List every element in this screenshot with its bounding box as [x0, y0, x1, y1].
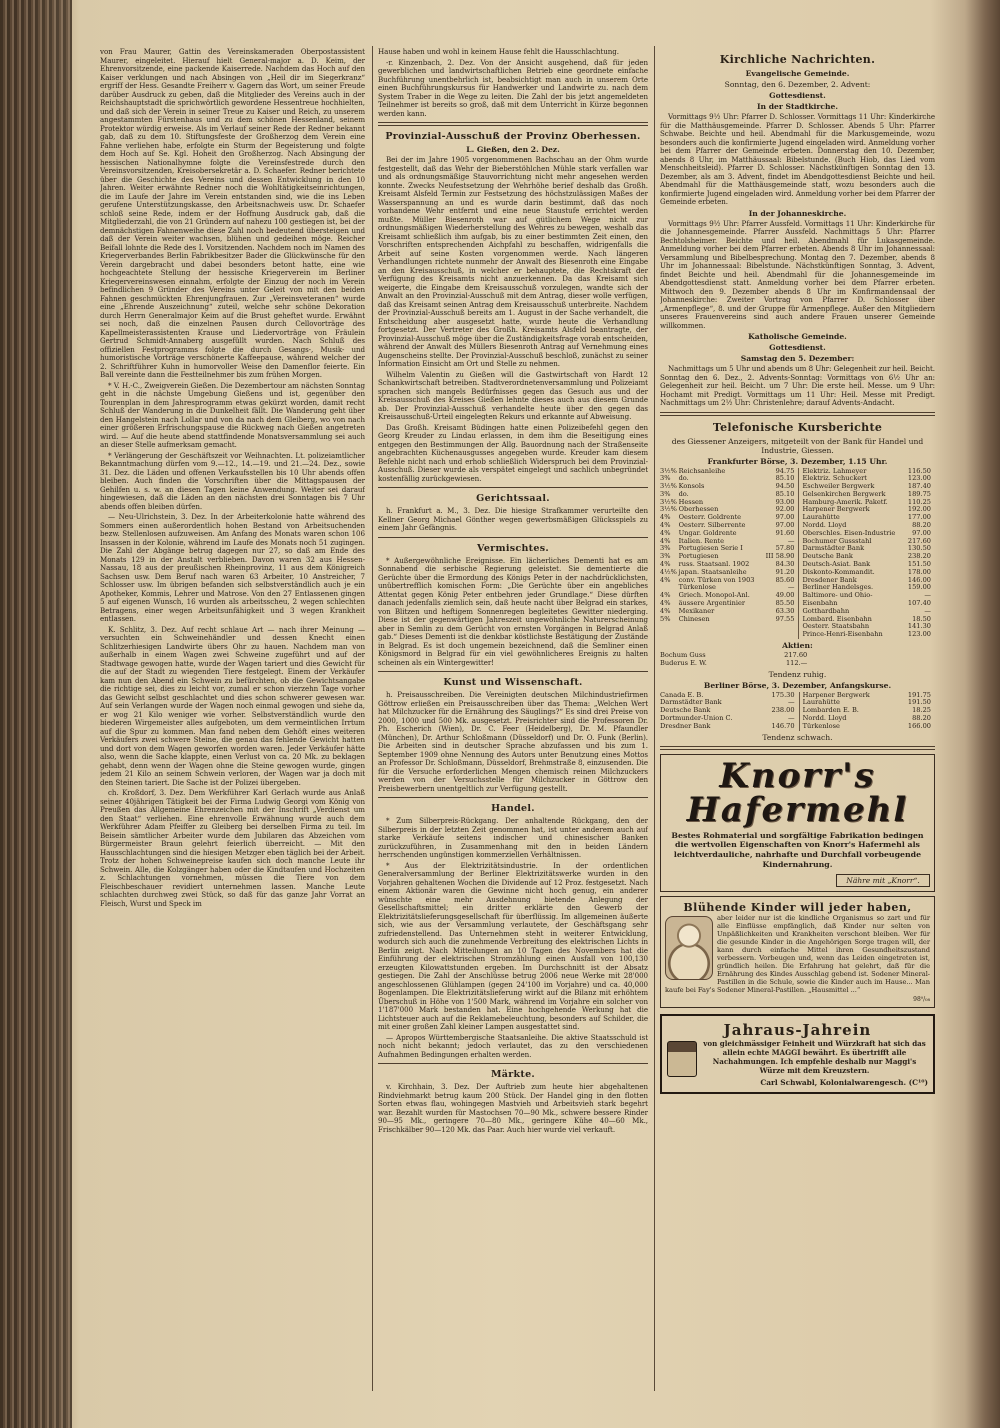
stock-name: Gelsenkirchen Bergwerk — [799, 491, 905, 499]
stock-name: japan. Staatsanleihe — [678, 567, 747, 576]
stock-price: 112.— — [785, 658, 808, 667]
heading-frankfurter-boerse: Frankfurter Börse, 3. Dezember, 1.15 Uhr. — [707, 456, 888, 466]
heading-kursberichte: Telefonische Kursberichte — [712, 420, 883, 434]
heading-gerichtssaal: Gerichtssaal. — [476, 493, 550, 504]
stock-name: Dresdner Bank — [660, 721, 711, 730]
stock-name: Nordd. Lloyd — [799, 715, 897, 723]
stock-name: do. — [678, 489, 689, 498]
stock-rate: 4½% — [660, 567, 677, 576]
stock-row — [660, 616, 935, 624]
column-2 — [378, 48, 648, 1390]
maggi-title: Jahraus-Jahrein — [723, 1020, 872, 1039]
stock-name: Bochum Guss — [660, 651, 706, 660]
stock-price: 141.30 — [907, 622, 931, 631]
stock-table-frankfurt — [660, 468, 935, 640]
dateline-provinzial: L. Gießen, den 2. Dez. — [466, 145, 560, 154]
stock-name: Lombard. Eisenbahn — [799, 616, 905, 624]
stock-name: Türkenlose — [799, 723, 897, 731]
label-gottesdienst-kath: Gottesdienst. — [769, 343, 826, 352]
stock-name: Diskonto-Kommandit. — [799, 569, 905, 577]
section-divider — [378, 1063, 648, 1064]
article-geschaeftszeit: * Verlängerung der Geschäftszeit vor Weihnachten. Lt. polizeiamtlicher Bekanntmachung dürfen vom 9.—12., 14.—19. und 21.—24. Dez., sowie 31. Dez. die Läden und offenen Verkaufsstellen bis 10 Uhr abends offen bleiben. Auch finden die Vorschriften über die Mittagspausen der Gehilfen u. s. w. an diesen Tagen keine Anwendung. Weiter sei darauf hingewiesen, daß die Läden an den nächsten drei Sonntagen bis 7 Uhr abends offen bleiben dürfen. — [100, 450, 365, 511]
stock-name: Oesterr. Silberrente — [678, 521, 746, 530]
subheading-evangelisch: Evangelische Gemeinde. — [745, 69, 850, 78]
stock-price: 217.60 — [784, 651, 808, 660]
stock-name: Ungar. Goldrente — [678, 528, 737, 537]
article-kirchhain-markt: v. Kirchhain, 3. Dez. Der Auftrieb zum heute hier abgehaltenen Rindviehmarkt betrug kaum 200 Stück. Der Handel ging in den flotten Sorten etwas flau, wohingegen Mastvieh und Arbeitsvieh stark begehrt war. Bezahlt wurden für Mastochsen 70—90 Mk., schwere bessere Rinder 90—95 Mk., geringere 70—80 Mk., geringere Kühe 40—60 Mk., Frischkälber 90—120 Mk. das Paar. Auch hier wurde viel verkauft. — [378, 1082, 648, 1134]
stock-name: äussere Argentinier — [678, 599, 746, 608]
stock-name: Prince-Henri-Eisenbahn — [799, 631, 905, 639]
stock-name: Elektriz. Schuckert — [799, 475, 905, 483]
stock-price: 146.00 — [907, 575, 931, 584]
stock-price: 88.20 — [912, 714, 931, 723]
section-divider — [378, 537, 648, 538]
subheading-kursberichte: des Giessener Anzeigers, mitgeteilt von der Bank für Handel und Industrie, Giessen. — [671, 436, 924, 455]
stock-price: — — [924, 606, 931, 615]
stock-name: Mexikaner — [678, 606, 715, 615]
stock-price: 123.00 — [907, 630, 931, 639]
stock-table-aktien — [660, 652, 811, 668]
label-stadtkirche: In der Stadtkirche. — [757, 102, 838, 111]
stock-name — [679, 623, 763, 631]
knorr-logo-line1: Knorr's — [719, 755, 876, 796]
stock-name: Deutsch-Asiat. Bank — [799, 561, 905, 569]
column-rule — [654, 46, 655, 1391]
stock-price: 187.40 — [907, 482, 931, 491]
section-divider — [378, 487, 648, 488]
stock-price: 85.10 — [775, 489, 795, 498]
stock-price: 49.00 — [775, 591, 795, 600]
stock-price: — — [787, 536, 795, 545]
article-berlin-hessenverein: von Frau Maurer, Gattin des Vereinskameraden Oberpostassistent Maurer, eingeleitet. Hierauf hielt General-major a. D. Keim, der Ehrenvorsitzende, eine packende Kaiserrede. Nachdem das Hoch auf den Kaiser verklungen und nach Absingen von „Heil dir im Siegerkranz“ ergriff der Hess. Gesandte Freiherr v. Gagern das Wort, um seiner Freude darüber Ausdruck zu geben, daß die Mitglieder des Vereins auch in der Reichshauptstadt die sprichwörtlich gewordene Hessentreue hochhielten, und daß sich der Verein in seiner Treue zu Kaiser und Reich, zu unserem angestammten Fürstenhaus und zu dem schönen Hessenland, seinem Protektor würdig erweise. Als im Verlauf seiner Rede der Redner bekannt gab, daß zu dem 10. Stiftungsfeste der Großherzog dem Verein eine Fahne verliehen habe, erfolgte ein Sturm der Begeisterung und folgte dem Hoch auf Se. Kgl. Hoheit den Großherzog. Nach Absingung der hessischen Nationalhymne folgte die Vereinsfestrede durch den Vereinsvorsitzenden, Kreisobersekretär a. D. Schaefer. Redner berichtete über die Geschichte des Vereins und dessen Entwicklung in den 10 Jahren. Weiter erwähnte Redner noch die Wohltätigkeitseinrichtungen, die im Laufe der Jahre im Verein entstanden sind, wie die ins Leben gerufene Unterstützungskasse, den Arbeitsnachweis usw. Dr. Schaefer schloß seine Rede, indem er der Hoffnung Ausdruck gab, daß die Mitgliederzahl, die von 21 Gründern auf nahezu 100 gestiegen ist, bei der demnächstigen Fahnenweihe diese Zahl noch bedeutend übersteigen und daß der Verein weiter wachsen, blühen und gedeihen möge. Reicher Beifall lohnte die Rede des I. Vorsitzenden. Nachdem noch im Namen des Kriegerverbandes Berlin Fabrikbesitzer Bader die Glückwünsche für den Verein dargebracht und dabei besonders betont hatte, eine wie hochgeachtete Stellung der hessische Kriegerverein im Berliner Kriegervereinswesen einnahm, erfolgte der Einzug der noch im Verein befindlichen 9 Gründer des Vereins unter Geleit von mit den beiden Fahnen geschmückten Ehrenjungfrauen. Zur „Vereinsveteranen“ wurde eine „Ehrende Auszeichnung“ zuteil, welche sehr schöne Dekoration durch Herrn Generalmajor Keim auf die Brust geheftet wurde. Erwähnt sei noch, daß die einzelnen Pausen durch Cellovorträge des Kapellmeisterassistenten Krause und Liedervorträge von Fräulein Gertrud Schmidt-Annaberg ausgefüllt wurden. Nach Schluß des offiziellen Festprogramms folgte die durch Gesangs-, Musik- und humoristische Vorträge verschönerte Kaffeepause, während welcher der 2. Schriftführer Kuhn in humorvoller Weise den Damenflor feierte. Ein Ball vereinte dann die Festteilnehmer bis zum frühen Morgen. — [100, 48, 365, 379]
date-samstag: Samstag den 5. Dezember: — [740, 354, 855, 363]
stock-rate: 4% — [660, 513, 671, 522]
stock-name: Hamburg-Amerik. Paketf. — [799, 499, 905, 507]
stock-price: 146.70 — [771, 721, 795, 730]
schedule-johanneskirche: Vormittags 9½ Uhr: Pfarrer Aussfeld. Vormittags 11 Uhr: Kinderkirche für die Johannesgemeinde. Pfarrer Aussfeld. Nachmittags 5 Uhr: Pfarrer Bechtolsheimer. Beichte und heil. Abendmahl für Lukasgemeinde. Anmeldung vorher bei dem Pfarrer erbeten. Abends 8 Uhr im Johannessaal: Versammlung und Bibelbesprechung. Montag den 7. Dezember, abends 8 Uhr im Johannessaal: Bibelstunde. Nächstkünftigen Sonntag, 3. Advent, findet Beichte und heil. Abendmahl für die Johannesgemeinde im Abendgottesdienst statt. Anmeldung vorher bei dem Pfarrer erbeten. Mittwoch den 9. Dezember abends 8 Uhr im Konfirmandensaal der Johanneskirche: Zweiter Vortrag von Pfarrer D. Schlosser über „Armenpflege“, 8. und der Gruppe für Armenpflege. Außer den Mitgliedern unseres Frauenvereins sind auch andere Frauen unserer Gemeinde willkommen. — [660, 218, 935, 330]
stock-rate — [660, 623, 679, 631]
stock-price: 238.00 — [771, 706, 795, 715]
stock-rate: 3% — [660, 552, 671, 561]
article-hausschlachtung-end: Hause haben und wohl in keinem Hause fehlt die Hausschlachtung. — [378, 48, 619, 56]
stock-price: 88.20 — [912, 521, 931, 530]
column-1 — [100, 48, 365, 1390]
section-divider — [660, 412, 935, 416]
label-aktien: Aktien: — [782, 641, 813, 651]
article-staatsanleihe: — Apropos Württembergische Staatsanleihe. Die aktive Staatsschuld ist noch nicht bekannt; jedoch verlautet, das zu den verschiedenen Aufnahmen Bedingungen erhalten werden. — [378, 1032, 648, 1059]
ad-kinder-title: Blühende Kinder will jeder haben, — [683, 900, 912, 914]
column-3 — [660, 48, 935, 1390]
section-divider — [660, 746, 935, 750]
stock-price: 192.00 — [907, 505, 931, 514]
book-binding-gutter — [0, 0, 72, 1428]
column-rule — [372, 46, 373, 1391]
stock-price: 175.30 — [771, 690, 795, 699]
stock-rate: 3½% — [660, 482, 677, 491]
stock-name: Dortmunder-Union C. — [660, 714, 733, 723]
knorr-ad-text: Bestes Rohmaterial und sorgfältige Fabrikation bedingen die wertvollen Eigenschaften von Knorr's Hafermehl als leichtverdauliche, nahrhafte und Durchfall vorbeugende Kindernahrung. — [671, 830, 924, 869]
stock-name: Oesterr. Goldrente — [678, 513, 742, 522]
stock-name: Laurahütte — [799, 699, 897, 707]
stock-name: Darmstädter Bank — [799, 545, 905, 553]
stock-rate: 3½% — [660, 466, 677, 475]
heading-provinzial-ausschuss: Provinzial-Ausschuß der Provinz Oberhessen. — [385, 131, 641, 142]
section-divider — [378, 671, 648, 672]
stock-price: — — [924, 591, 931, 600]
stock-rate: 4% — [660, 521, 671, 530]
article-elektrizitaet: * Aus der Elektrizitätsindustrie. In der ordentlichen Generalversammlung der Berliner Elektrizitätswerke wurden in den Vorjahren gehaltenen Wochen die Dividende auf 12 Proz. festgesetzt. Nach einem Aktionär waren die Gewinne nicht hoch genug, ein anderer wünschte eine mehr Ausdehnung bietende Anlegung der Gesellschaftsmittel; ein dritter erklärte den Gewerb der Elektrizitätslieferungsgesellschaft für überflüssig. Im allgemeinen äußerte sich, wie aus der Versammlung verlautete, der Geschäftsgang sehr zufriedenstellend. Das Unternehmen steht in weiterer Entwicklung, wodurch sich auch die zunehmende Verbreitung des elektrischen Lichts in Berlin zeigt. Nach Mitteilungen an 10 Tagen des Novembers hat die Einführung der elektrischen Stromzählung einen Ausfall von 100,130 erzeugten Kilowattstunden ergeben. Im Durchschnitt ist der Absatz gestiegen. Die Zahl der Anschlüsse betrug 2006 neue Werke mit 28'000 angeschlossenen Glühlampen (gegen 24'100 im Vorjahre) und ca. 40,000 Bogenlampen. Die Elektrizitätslieferung wirkt auf die Bilanz mit erhöhtem Überschuß in Höhe von 1'500 Mark, während im Vorjahre ein solcher von 1'187'000 Mark bestanden hat. Eine hochgehende Werkung hat die Lichtsteuer auch auf die Reklamebeleuchtung, besonders auf Schilder, die mit einer großen Zahl kleiner Lampen ausgestattet sind. — [378, 860, 648, 1031]
stock-price — [762, 623, 799, 631]
stock-price: 191.75 — [907, 690, 931, 699]
knorr-slogan-box: Nähre mit „Knorr“. — [836, 874, 930, 887]
heading-vermischtes: Vermischtes. — [477, 542, 549, 554]
maggi-signature: Carl Schwabl, Kolonialwarengesch. (C¹⁰) — [760, 1077, 928, 1087]
stock-price: 159.00 — [907, 583, 931, 592]
stock-price: 177.00 — [907, 513, 931, 522]
stock-name: Nordd. Lloyd — [799, 522, 905, 530]
article-provinzial-1: Bei der im Jahre 1905 vorgenommenen Bachschau an der Ohm wurde festgestellt, daß das Wehr der Bieberstöhlchen Mühle stark verfallen war und als ordnungsmäßige Stauvorrichtung nicht mehr angesehen werden konnte. Zwecks Neufestsetzung der Wehrhöhe berief deshalb das Großh. Kreisamt Alsfeld Termin zur Festsetzung des höchstzulässigen Maßes der Wasserspannung an und es wurde darin bestimmt, daß das noch vorhandene Wehr entfernt und eine neue Staustufe errichtet werden mußte. Müller Biesenroth war auf gütlichem Wege nicht zur ordnungsmäßigen Wiederherstellung des Wehres zu bewegen, weshalb das Kreisamt schließlich ihm aufgab, bis zu einer bestimmten Zeit einen, den Vorschriften entsprechenden Aichpfahl zu beschaffen, widrigenfalls die Arbeit auf seine Kosten vorgenommen werde. Nach längeren Verhandlungen richtete nunmehr der Anwalt des Biesenroth eine Eingabe an den Kreisausschuß, in welcher er behauptete, die Rechtskraft der Verfügung des Kreisamts nicht anzuerkennen. Da das Kreisamt sich weigerte, die Eingabe dem Kreisausschuß vorzulegen, wandte sich der Anwalt an den Provinzial-Ausschuß mit dem Antrag, dieser wolle verfügen, daß das Kreisamt seinen Antrag dem Kreisausschuß unterbreite. Nachdem der Provinzial-Ausschuß bereits am 1. August in der Sache verhandelt, die Entscheidung aber ausgesetzt hatte, wurde heute die Verhandlung fortgesetzt. Der Vertreter des Großh. Kreisamts Alsfeld beantragte, der Provinzial-Ausschuß möge über die Zuständigkeitsfrage vorab entscheiden, während der Anwalt des Müllers Biesenroth Antrag auf Vernehmung eines Augenscheins stellte. Der Provinzial-Ausschuß beschloß, zunächst zu seiner Information Einsicht am Ort und Stelle zu nehmen. — [378, 155, 648, 368]
subheading-katholisch: Katholische Gemeinde. — [748, 332, 847, 341]
heading-handel: Handel. — [491, 803, 535, 814]
stock-row — [660, 483, 935, 491]
ad-knorr-hafermehl — [660, 754, 935, 892]
stock-name: Harpener Bergwerk — [799, 692, 897, 700]
stock-table-berlin — [660, 692, 935, 731]
stock-rate: 4% — [660, 575, 671, 584]
stock-price: 94.50 — [775, 482, 795, 491]
stock-price: 238.20 — [907, 552, 931, 561]
stock-rate: 3½% — [660, 497, 677, 506]
article-provinzial-3: Das Großh. Kreisamt Büdingen hatte einen Polizeibefehl gegen den Georg Kreuder zu Lindau erlassen, in dem ihm die Beseitigung eines entgegen den Bestimmungen der Allg. Bauordnung nach der Straßenseite angebrachten Küchenausgusses angegeben wurde. Kreuder kam diesem Befehle nicht nach und erhob schließlich Widerspruch bei dem Provinzial-Ausschuß. Dieser wurde als verspätet eingelegt und sachlich unbegründet kostenfällig zurückgewiesen. — [378, 422, 648, 483]
stock-name: Dresdener Bank — [799, 577, 905, 585]
stock-name: Canada E. B. — [660, 690, 704, 699]
stock-name: Eisenbahn — [799, 600, 905, 608]
stock-price: 97.00 — [775, 513, 795, 522]
stock-name: Bochumer Gussstahl — [799, 538, 905, 546]
article-krossdorf: ch. Kroßdorf, 3. Dez. Dem Werkführer Karl Gerlach wurde aus Anlaß seiner 40jährigen Tätigkeit bei der Firma Ludwig Georgi vom König von Preußen das Allgemeine Ehrenzeichen mit der Inschrift „Verdienst um den Staat“ verliehen. Eine ehrenvolle Erwähnung wurde auch dem Werkführer Adam Pfeiffer zu Gleiberg bei derselben Firma zu teil. Im Beisein sämtlicher Arbeiter wurde dem Jubilaren das Abzeichen vom Bürgermeister Braun gelehrt feierlich überreicht. — Mit den Hausschlachtungen sind die hiesigen Metzger eben täglich bei der Arbeit. Trotz der hohen Schweinepreise kaufen sich doch manche Leute ihr Schwein. Alle, die Kolzgänger haben oder die Kindtaufen und Hochzeiten z. Schlachtungen vornehmen, müssen die Tiere von dem Fleischbeschauer revidiert unternehmen lassen. Manche Leute schlachten durchweg zwei Stück, so daß für das ganze Jahr Vorrat an Fleisch, Wurst und Speck im — [100, 788, 365, 908]
stock-price: 116.50 — [907, 466, 931, 475]
stock-price: — — [787, 714, 795, 723]
article-preisausschreiben: h. Preisausschreiben. Die Vereinigten deutschen Milchindustriefirmen Göttrow erließen ein Preisausschreiben über das Thema: „Welchen Wert hat Milchzucker für die Ernährung des Säuglings?“ Es sind drei Preise von 2000, 1000 und 500 Mk. ausgesetzt. Preisrichter sind die Professoren Dr. Ph. Escherich (Wien), Dr. C. Feer (Heidelberg), Dr. M. Pfaundler (München), Dr. Arthur Schloßmann (Düsseldorf) und Dr. O. Funk (Berlin). Die Arbeiten sind in deutscher Sprache abzufassen und bis zum 1. September 1909 ohne Nennung des Autors unter Benutzung eines Mottos an Professor Dr. Schloßmann, Düsseldorf, Brehmstraße 8, einzusenden. Die für die Versuche erforderlichen Mengen chemisch reinen Milchzuckers werden von der Versuchsstelle für Milchzucker in Göttrow den Preisbewerbern unentgeltlich zur Verfügung gestellt. — [378, 690, 648, 793]
heading-kirchliche-nachrichten: Kirchliche Nachrichten. — [719, 53, 876, 66]
article-kinzenbach: -r. Kinzenbach, 2. Dez. Von der Ansicht ausgehend, daß für jeden gewerblichen und landwirtschaftlichen Betrieb eine geordnete einfache Buchführung unentbehrlich ist, beabsichtigt man auch in unserem Orte einen Buchführungskursus für Handwerker und Landwirte zu. nach dem System Traber in die Wege zu leiten. Die Zahl der bis jetzt angemeldeten Teilnehmer ist bereits so groß, daß mit dem Unterricht in Kürze begonnen werden kann. — [378, 57, 648, 118]
stock-rate: 4% — [660, 536, 671, 545]
article-silberpreis: * Zum Silberpreis-Rückgang. Der anhaltende Rückgang, den der Silberpreis in der letzten Zeit genommen hat, ist unter anderem auch auf starke Verkäufe seitens indischer und chinesischer Banken zurückzuführen, in Zusammenhang mit den in beiden Ländern herrschenden ungünstigen kommerziellen Verhältnissen. — [378, 816, 648, 859]
stock-price: 191.50 — [907, 698, 931, 707]
heading-maerkte: Märkte. — [490, 1069, 536, 1080]
stock-name: Oberhessen — [678, 505, 719, 514]
stock-price: 91.60 — [775, 528, 795, 537]
stock-price: III 58.90 — [765, 552, 795, 561]
stock-rate: 4% — [660, 599, 671, 608]
ad-bluehende-kinder — [660, 896, 935, 1008]
stock-price: 85.50 — [775, 599, 795, 608]
stock-rate: 4% — [660, 591, 671, 600]
ad-kinder-code: 98⁰/₀₈ — [913, 995, 930, 1003]
stock-price: 97.00 — [775, 521, 795, 530]
maggi-text: von gleichmässiger Feinheit und Würzkraft hat sich das allein echte MAGGI bewährt. Es übertrifft alle Nachahmungen. Ich empfehle deshalb nur Maggi's Würze mit dem Kreuzstern. — [703, 1038, 926, 1075]
label-johanneskirche: In der Johanneskirche. — [748, 208, 847, 218]
stock-row — [660, 723, 935, 731]
article-neu-ulrichstein: — Neu-Ulrichstein, 3. Dez. In der Arbeiterkolonie hatte während des Sommers einen außerordentlich hohen Bestand von Arbeitsuchenden bezw. Stellenlosen aufzuweisen. Am Anfang des Monats waren schon 106 Insassen in der Kolonie, während im Laufe des Monats noch 51 zugingen. Die Zahl der Abgänge betrug dagegen nur 27, so daß am Ende des Monats 129 in der Anstalt verblieben. Davon waren 32 aus Hessen-Nassau, 18 aus der preußischen Rheinprovinz, 11 aus dem Königreich Sachsen usw. Dem Beruf nach waren 63 Arbeiter, 10 Anstreicher, 7 Schlosser usw. Im übrigen befanden sich selbstverständlich auch je ein Apotheker, Kommis, Lehrer und Matrose. Von den 27 Entlassenen gingen 5 auf eigenen Wunsch, 16 wurden als arbeitsscheu, 2 wegen schlechten Betragens, einer wegen Arbeitsunfähigkeit und 3 wegen Krankheit entlassen. — [100, 512, 365, 623]
stock-name: do. — [678, 474, 689, 483]
stock-price: 85.60 — [775, 575, 795, 584]
stock-price: 93.00 — [775, 497, 795, 506]
tendenz-frankfurt: Tendenz ruhig. — [768, 669, 827, 679]
stock-price: 151.50 — [907, 560, 931, 569]
stock-name: Buderus E. W. — [660, 658, 707, 667]
stock-rate: 4% — [660, 606, 671, 615]
stock-name: Portugiesen Serie I — [678, 544, 743, 553]
date-sonntag: Sonntag, den 6. Dezember, 2. Advent: — [724, 80, 871, 89]
stock-rate: 3% — [660, 474, 671, 483]
article-vermischtes: * Außergewöhnliche Ereignisse. Ein lächerliches Dementi hat es am Sonnabend die serbische Regierung geleistet. Sie dementierte die Gerüchte über die Ermordung des Königs Peter in der nachdrücklichsten, unübertrefflich komischen Form: „Die Gerüchte über ein angebliches Attentat gegen König Peter entbehren jeder Grundlage.“ Diese dürften danach jedenfalls ziemlich sein, daß heute nacht über Belgrad ein starkes, von Blitzen und heftigem Sonnenregen begleitetes Gewitter niederging. Diese ist der gegenwärtigen Jahreszeit ungewöhnliche Naturerscheinung aber in Semlin zu dem Gerücht von ernsten Vorgängen in Belgrad Anlaß gab.“ Dieses Dementi ist die denkbar köstlichste Bestätigung der Zustände in Belgrad. Es ist doch ungemein bezeichnend, daß die Semliner einen Königsmord in Belgrad für ein viel gewöhnlicheres Ereignis zu halten scheinen als ein Wintergewitter! — [378, 555, 648, 667]
heading-kunst-wissenschaft: Kunst und Wissenschaft. — [443, 677, 583, 688]
stock-name: Italien. Rente — [678, 536, 724, 545]
knorr-logo-line2: Hafermehl — [686, 789, 909, 830]
stock-price: — — [787, 583, 795, 592]
section-divider — [378, 797, 648, 798]
stock-name: conv. Türken von 1903 — [678, 575, 755, 584]
stock-row — [660, 468, 935, 476]
stock-name: Lombarden E. B. — [799, 707, 897, 715]
stock-price — [762, 631, 799, 639]
stock-name: Reichsanleihe — [678, 466, 726, 475]
schedule-katholisch: Nachmittags um 5 Uhr und abends um 8 Uhr: Gelegenheit zur heil. Beicht. Sonntag den 6. Dez., 2. Advents-Sonntag: Vormittags von 6½ Uhr an: Gelegenheit zur heil. Beicht. um 7 Uhr: Die erste heil. Messe. um 9 Uhr: Hochamt mit Predigt. Vormittags um 11 Uhr: Heil. Messe mit Predigt. Nachmittags um 2½ Uhr: Christenlehre; darauf Advents-Andacht. — [660, 364, 935, 407]
stock-rate: 5% — [660, 614, 671, 623]
stock-price: 178.00 — [907, 567, 931, 576]
stock-rate: 3½% — [660, 505, 677, 514]
tendenz-berlin: Tendenz schwach. — [762, 732, 833, 742]
stock-name: Chinesen — [678, 614, 710, 623]
stock-price: 91.20 — [775, 567, 795, 576]
stock-row — [660, 660, 811, 668]
article-gerichtssaal: h. Frankfurt a. M., 3. Dez. Die hiesige Strafkammer verurteilte den Kellner Georg Michael Gönther wegen gewerbsmäßigen Glücksspiels zu einem Jahr Gefängnis. — [378, 506, 648, 532]
stock-row — [660, 631, 935, 639]
stock-price: 217.60 — [907, 536, 931, 545]
maggi-bottle-icon — [667, 1041, 697, 1077]
stock-row — [660, 623, 935, 631]
stock-price: 57.80 — [775, 544, 795, 553]
stock-rate: 4% — [660, 528, 671, 537]
stock-name: russ. Staatsanl. 1902 — [678, 560, 750, 569]
stock-name: Gotthardbahn — [799, 608, 905, 616]
stock-price: 166.00 — [907, 721, 931, 730]
stock-rate: 4% — [660, 560, 671, 569]
article-provinzial-2: Wilhelm Valentin zu Gießen will die Gastwirtschaft von Hardt 12 Schankwirtschaft betreiben. Stadtverordnetenversammlung und Polizeiamt sprachen sich mangels Bedürfnisses gegen das Gesuch aus und der Kreisausschuß des Kreises Gießen lehnte dieses auch aus diesem Grunde ab. Der Provinzial-Ausschuß verhandelte heute über den gegen das Kreisausschuß-Urteil eingelegten Rekurs und erkannte auf Abweisung. — [378, 369, 648, 421]
stock-price: 189.75 — [907, 489, 931, 498]
stock-name: Portugiesen — [678, 552, 719, 561]
heading-berliner-boerse: Berliner Börse, 3. Dezember, Anfangskurse. — [703, 680, 892, 690]
article-schlitz: K. Schlitz, 3. Dez. Auf recht schlaue Art — nach ihrer Meinung — versuchten ein Schweinehändler und dessen Knecht einen Schlitzerhiesigen Landwirte übers Ohr zu hauen. Nachdem man von außerhalb in einem Wagen zwei Schweine zugeführt und auf der Stadtwage gewogen hatte, wurde der Wagen tariert und dies Gewicht für die auf der Stadt zu wiegenden Tiere festgelegt. Einem der Verkäufer kam nun den Abend ein Schwein zu befürchten, ob die Gewichtsangabe die richtige sei, dies zu leicht vor, zumal er schon vierzehn Tage vorher das Gewicht selbst geschlachtet und dies schon schwerer gewesen war. Auf sein Verlangen wurde der Wagen noch einmal gewogen und siehe da, er wog 21 Kilo weniger wie vorher. Selbstverständlich wurde den biederen Wirgemeister alles aufgeboten, um dem vermeintlichen Irrtum auf die Spur zu kommen. Man fand neben dem Gehöft eines weiteren Verkäufers zwei schwere Steine, die genau das fehlende Gewicht hatten und dort von dem Wagen geworfen worden waren. Jeder Verkäufer hätte also, wenn die Sache klappte, einen Verlust von ca. 20 Mk. zu beklagen gehabt, denn wenn der Wagen ohne die Steine gewogen wurde, gingen jedem 21 Kilo an seinem Schwein verloren, der Wagen war ja doch mit den Steinen tariert. Die Sache ist der Polizei übergeben. — [100, 624, 365, 787]
stock-rate — [660, 631, 679, 639]
stock-name: Griech. Monopol-Anl. — [678, 591, 750, 600]
stock-name: Baltimore- und Ohio- — [799, 592, 905, 600]
stock-price: 18.25 — [912, 706, 931, 715]
article-vhc-giessen: * V. H.-C., Zweigverein Gießen. Die Dezembertour am nächsten Sonntag geht in die nächste Umgebung Gießens und ist, gegenüber den Tourenplan in dem Jahresprogramm etwas gekürzt worden, damit recht Schluß der Wanderung in die Dunkelheit fällt. Die Wanderung geht über den Hangelstein nach Lollar und von da nach dem Gleiberg, wo von nach einer größeren Erfrischungspause die Rückweg nach Gießen angetreten wird. — Auf die heute abend stattfindende Monatsversammlung sei auch an dieser Stelle aufmerksam gemacht. — [100, 380, 365, 449]
stock-name: Konsols — [678, 482, 705, 491]
stock-price: — — [787, 698, 795, 707]
stock-price: 123.00 — [907, 474, 931, 483]
stock-rate: 3% — [660, 544, 671, 553]
stock-name: Deutsche Bank — [799, 553, 905, 561]
stock-price: 97.55 — [775, 614, 795, 623]
stock-name: Oberschles. Eisen-Industrie — [799, 530, 905, 538]
stock-price: 107.40 — [907, 599, 931, 608]
stock-price: 130.50 — [907, 544, 931, 553]
stock-price: 97.00 — [912, 528, 931, 537]
stock-price: 94.75 — [775, 466, 795, 475]
stock-price: 85.10 — [775, 474, 795, 483]
stock-price: 18.50 — [912, 614, 931, 623]
section-divider — [378, 122, 648, 126]
stock-name: Oesterr. Staatsbahn — [799, 623, 905, 631]
stock-price: 92.00 — [775, 505, 795, 514]
ad-maggi — [660, 1014, 935, 1094]
stock-name: Harpener Bergwerk — [799, 506, 905, 514]
stock-name — [679, 631, 763, 639]
stock-name: Laurahütte — [799, 514, 905, 522]
stock-price: 84.30 — [775, 560, 795, 569]
children-illustration-icon — [665, 916, 713, 980]
stock-name: Berliner Handelsges. — [799, 584, 905, 592]
stock-name: Darmstädter Bank — [660, 698, 722, 707]
stock-price: 110.25 — [907, 497, 931, 506]
stock-rate: 3% — [660, 489, 671, 498]
stock-name: Hessen — [678, 497, 704, 506]
stock-name: Deutsche Bank — [660, 706, 711, 715]
stock-price: 63.30 — [775, 606, 795, 615]
ad-kinder-text: aber leider nur ist die kindliche Organismus so zart und für alle Einflüsse empfänglich, daß Kinder nur selten von Unpäßlichkeiten und Krankheiten verschont bleiben. Wer für die gesunde Kinder in die Angehörigen Sorge tragen will, der kann durch einfache Mittel ihren Gesundheitszustand verbessern. Vorbeugen und, wenn das Leiden eingetreten ist, gründlich heilen. Die Erfahrung hat gelehrt, daß für die Ernährung des Kindes Ausschlag gebend ist. Sodener Mineral-Pastillen in die Schule, sowie die Kinder auch im Hause... Man kaufe bei Fay's Sodener Mineral-Pastillen. „Hausmittel ...“ — [665, 913, 930, 994]
stock-name: Elektriz. Lahmeyer — [799, 468, 905, 476]
stock-name: Türkenlose — [678, 583, 716, 592]
label-gottesdienst: Gottesdienst. — [769, 91, 826, 100]
schedule-stadtkirche: Vormittags 9½ Uhr: Pfarrer D. Schlosser. Vormittags 11 Uhr: Kinderkirche für die Matthäusgemeinde. Pfarrer D. Schlosser. Abends 5 Uhr: Pfarrer Schwabe. Beichte und heil. Abendmahl für die Markusgemeinde, wozu besonders auch die konfirmierte Jugend eingeladen wird. Anmeldung vorher bei dem Pfarrer der Gemeinde erbeten. Donnerstag den 10. Dezember, abends 8 Uhr, im Matthäussaal: Bibelstunde. (Buch Hiob, das Lied vom Menschheitsleid). Pfarrer D. Schlosser. Nächstkünftigen Sonntag den 13. Dezember, als am 3. Advent, findet im Abendgottesdienst Beichte und heil. Abendmahl für die Matthäusgemeinde statt, wozu besonders auch die konfirmierte Jugend eingeladen wird. Anmeldung vorher bei dem Pfarrer der Gemeinde erbeten. — [660, 112, 935, 206]
stock-name: Eschweiler Bergwerk — [799, 483, 905, 491]
